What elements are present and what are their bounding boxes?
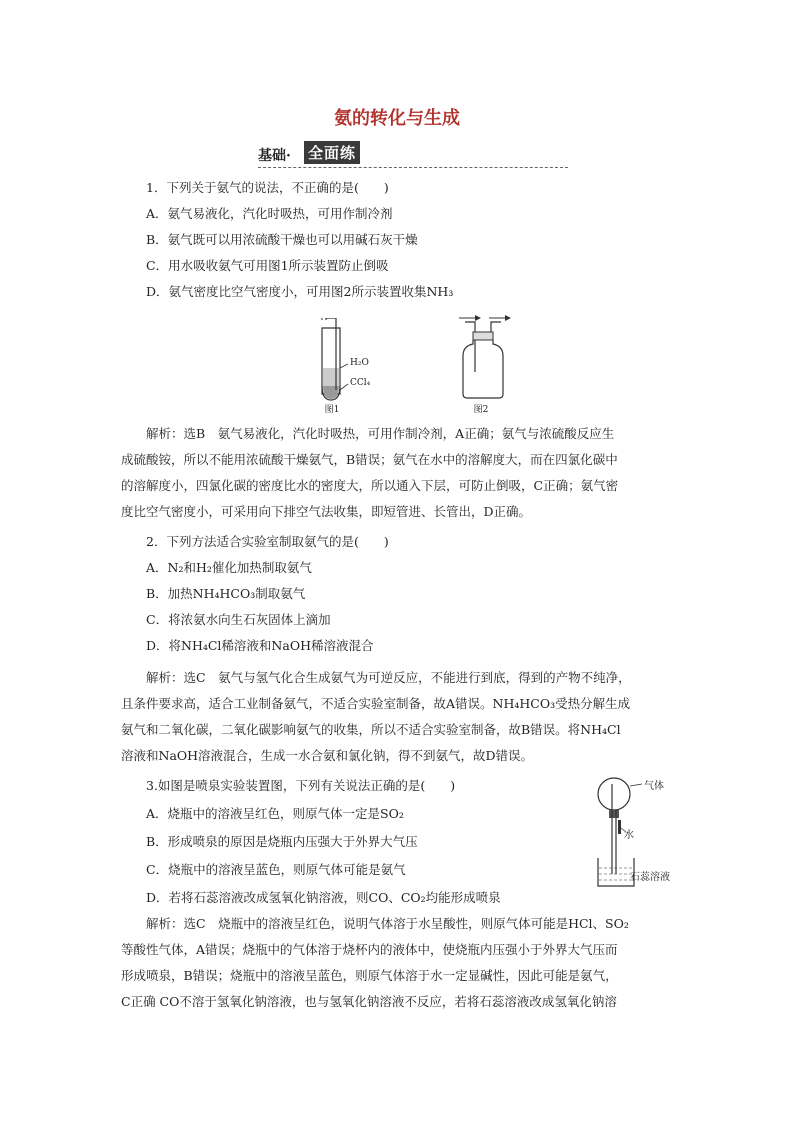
analysis-line: 度比空气密度小，可采用向下排空气法收集，即短管进、长管出，D正确。 [121,504,532,519]
figure-1 [312,318,382,418]
fig3-gas-label: 气体 [644,781,664,792]
section-badge: 全面练 [304,141,360,164]
q2-analysis [121,665,677,769]
fig1-h2o-label: H₂O [350,358,369,368]
section-label: 基础· [258,148,291,164]
fig1-caption: 图1 [324,405,340,415]
q1-option-b: B．氨气既可以用浓硫酸干燥也可以用碱石灰干燥 [146,232,418,247]
q3-option-d: D．若将石蕊溶液改成氢氧化钠溶液，则CO、CO₂均能形成喷泉 [146,890,501,905]
q2-option-b: B．加热NH₄HCO₃制取氨气 [146,586,306,601]
q3-option-b: B．形成喷泉的原因是烧瓶内压强大于外界大气压 [146,834,418,849]
fig3-litmus-label: 石蕊溶液 [630,872,670,883]
analysis-line: 解析：选C 氨气与氢气化合生成氨气为可逆反应，不能进行到底，得到的产物不纯净， [146,670,631,685]
q2-stem: 2．下列方法适合实验室制取氨气的是( ) [146,534,389,549]
section-header [258,141,568,168]
gas-bottle-diagram [453,312,513,402]
fig3-water-label: 水 [624,830,634,841]
q2-option-c: C．将浓氨水向生石灰固体上滴加 [146,612,331,627]
fig1-ccl4-label: CCl₄ [350,378,371,388]
q3-option-c: C．烧瓶中的溶液呈蓝色，则原气体可能是氨气 [146,862,406,877]
q2-option-a: A．N₂和H₂催化加热制取氨气 [146,560,312,575]
analysis-line: C正确 CO不溶于氢氧化钠溶液，也与氢氧化钠溶液不反应，若将石蕊溶液改成氢氧化钠溶 [121,994,617,1009]
figure-2 [453,312,513,418]
q3-option-a: A．烧瓶中的溶液呈红色，则原气体一定是SO₂ [146,806,404,821]
page-title: 氨的转化与生成 [334,108,460,129]
q2-option-d: D．将NH₄Cl稀溶液和NaOH稀溶液混合 [146,638,374,653]
q3-analysis [121,911,677,1015]
analysis-line: 的溶解度小，四氯化碳的密度比水的密度大，所以通入下层，可防止倒吸，C正确；氨气密 [121,478,619,493]
analysis-line: 溶液和NaOH溶液混合，生成一水合氨和氯化钠，得不到氨气，故D错误。 [121,748,534,763]
fig2-caption: 图2 [473,405,489,415]
q1-stem: 1．下列关于氨气的说法，不正确的是( ) [146,180,389,195]
q1-option-a: A．氨气易液化，汽化时吸热，可用作制冷剂 [146,206,393,221]
analysis-line: 形成喷泉，B错误；烧瓶中的溶液呈蓝色，则原气体溶于水一定显碱性，因此可能是氨气， [121,968,618,983]
q3-stem: 3.如图是喷泉实验装置图，下列有关说法正确的是( ) [146,778,456,793]
analysis-line: 等酸性气体，A错误；烧瓶中的气体溶于烧杯内的液体中，使烧瓶内压强小于外界大气压而 [121,942,618,957]
q1-option-c: C．用水吸收氨气可用图1所示装置防止倒吸 [146,258,389,273]
analysis-line: 氨气和二氧化碳，二氧化碳影响氨气的收集，所以不适合实验室制备，故B错误。将NH₄Cl [121,722,621,737]
q1-option-d: D．氨气密度比空气密度小，可用图2所示装置收集NH₃ [146,284,454,299]
analysis-line: 解析：选B 氨气易液化，汽化时吸热，可用作制冷剂，A正确；氨气与浓硫酸反应生 [146,426,615,441]
analysis-line: 解析：选C 烧瓶中的溶液呈红色，说明气体溶于水呈酸性，则原气体可能是HCl、SO₂ [146,916,629,931]
q1-analysis [121,421,677,525]
fountain-figure [590,774,695,894]
analysis-line: 且条件要求高，适合工业制备氨气，不适合实验室制备，故A错误。NH₄HCO₃受热分解生成 [121,696,631,711]
analysis-line: 成硫酸铵，所以不能用浓硫酸干燥氨气，B错误；氨气在水中的溶解度大，而在四氯化碳中 [121,452,618,467]
